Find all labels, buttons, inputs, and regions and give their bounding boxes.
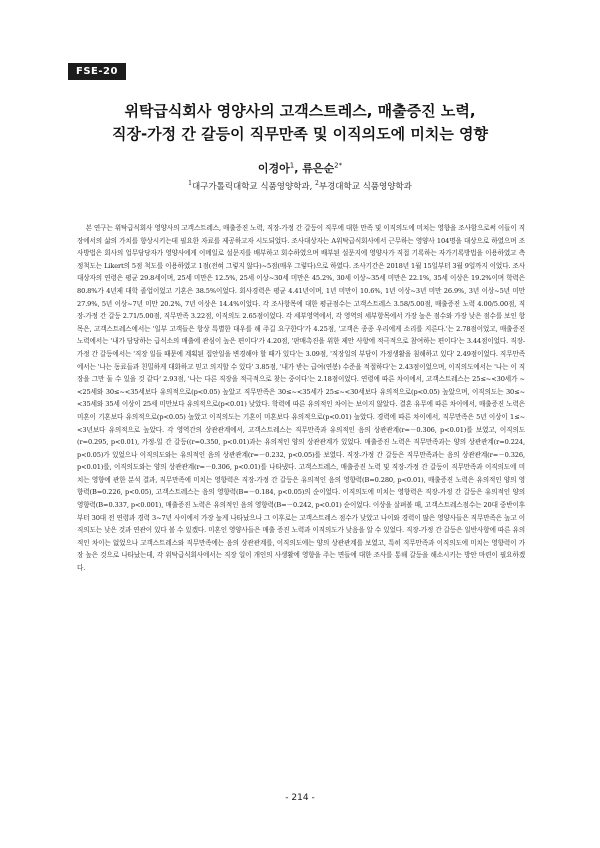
author-name: 이경아 bbox=[257, 162, 290, 175]
paper-title bbox=[0, 100, 600, 146]
page-number: - 214 - bbox=[285, 793, 315, 803]
affiliation-text: 부경대학교 식품영양학과 bbox=[318, 182, 412, 192]
author-list bbox=[0, 160, 600, 176]
author-sup: 1 bbox=[289, 161, 295, 170]
affiliation-sup: 2 bbox=[315, 180, 319, 188]
affiliation-text: 대구가톨릭대학교 식품영양학과, bbox=[191, 182, 313, 192]
author-sup: 2* bbox=[334, 161, 343, 170]
session-badge: FSE-20 bbox=[68, 63, 126, 80]
affiliations bbox=[0, 180, 600, 192]
affiliation-sup: 1 bbox=[188, 180, 192, 188]
title-line-2: 직장-가정 간 갈등이 직무만족 및 이직의도에 미치는 영향 bbox=[111, 125, 489, 143]
title-line-1: 위탁급식회사 영양사의 고객스트레스, 매출증진 노력, bbox=[124, 102, 476, 120]
abstract-body: 본 연구는 위탁급식회사 영양사의 고객스트레스, 매출증진 노력, 직장-가정 간 갈등이 직무에 대한 만족 및 이직의도에 미치는 영향을 조사함으로써 이들이 직장에서의 삶의 가치를 향상시키는데 필요한 자료를 제공하고자 시도되었다. 조사대상자는 A위탁급식회사에서 근무하는 영양사 104명을 대상으로 하였으며 조사방법은 회사의 업무담당자가 영양사에게 이메일로 설문지를 배부하고 회수하였으며 배부된 설문지에 영양사가 직접 기록하는 자가기록방법을 이용하였고 측정척도는 Likert의 5점 척도를 이용하였고 1점(전혀 그렇지 않다)~5점(매우 그렇다)으로 하였다. 조사기간은 2018년 1월 15일부터 3월 9일까지 이었다. 조사대상자의 연령은 평균 29.8세이며, 25세 미만은 12.5%, 25세 이상~30세 미만은 45.2%, 30세 이상~35세 미만은 22.1%, 35세 이상은 19.2%이며 학력은 80.8%가 4년제 대학 졸업이었고 기혼은 38.5%이었다. 회사경력은 평균 4.41년이며, 1년 미만이 10.6%, 1년 이상~3년 미만 26.9%, 3년 이상~5년 미만 27.9%, 5년 이상~7년 미만 20.2%, 7년 이상은 14.4%이었다. 각 조사항목에 대한 평균점수는 고객스트레스 3.58/5.00점, 매출증진 노력 4.00/5.00점, 직장-가정 간 갈등 2.71/5.00점, 직무만족 3.22점, 이직의도 2.65점이었다. 각 세부영역에서, 각 영역의 세부항목에서 가장 높은 점수와 가장 낮은 점수를 보인 항목은, 고객스트레스에서는 '일부 고객들은 항상 특별한 대우를 해 주길 요구한다'가 4.25점, '고객은 종종 우리에게 소리를 지른다.'는 2.78점이었고, 매출증진 노력에서는 '내가 담당하는 급식소의 매출에 관심이 높은 편이다'가 4.20점, '판매촉진을 위한 제안 사항에 적극적으로 참여하는 편이다'는 3.44점이었다. 직장-가정 간 갈등에서는 '직장 일들 때문에 계획된 집안일을 변경해야 할 때가 있다'는 3.09점, '직장일의 부담이 가정생활을 침해하고 있다' 2.49점이었다. 직무만족에서는 '나는 동료들과 친밀하게 대화하고 믿고 의지할 수 있다' 3.85점, '내가 받는 급여(연봉) 수준을 적절하다'는 2.43점이었으며, 이직의도에서는 '나는 이 직장을 그만 둘 수 있을 것 같다' 2.93점, '나는 다른 직장을 적극적으로 찾는 중이다'는 2.18점이었다. 연령에 따른 차이에서, 고객스트레스는 25≤~<30세가 ~<25세와 30≤~<35세보다 유의적으로(p<0.05) 높았고 직무만족은 30≤~<35세가 25≤~<30세보다 유의적으로(p<0.05) 높았으며, 이직의도는 30≤~<35세와 35세 이상이 25세 미만보다 유의적으로(p<0.01) 낮았다. 학력에 따른 유의적인 차이는 보이지 않았다. 결혼 유무에 따른 차이에서, 매출증진 노력은 미혼이 기혼보다 유의적으로(p<0.05) 높았고 이직의도는 기혼이 미혼보다 유의적으로(p<0.01) 높았다. 경력에 따른 차이에서, 직무만족은 5년 이상이 1≤~<3년보다 유의적으로 높았다. 각 영역간의 상관관계에서, 고객스트레스는 직무만족과 유의적인 음의 상관관계(r=－0.306, p<0.01)를 보였고, 이직의도(r=0.295, p<0.01), 가정-일 간 갈등((r=0.350, p<0.01)과는 유의적인 양의 상관관계가 있었다. 매출증진 노력은 직무만족과는 양의 상관관계(r=0.224, p<0.05)가 있었으나 이직의도와는 유의적인 음의 상관관계(r=－0.232, p<0.05)를 보였다. 직장-가정 간 갈등은 직무만족과는 음의 상관관계(r=－0.326, p<0.01)를, 이직의도와는 양의 상관관계(r=－0.306, p<0.01)를 나타냈다. 고객스트레스, 매출증진 노력 및 직장-가정 간 갈등이 직무만족과 이직의도에 미치는 영향에 관한 분석 결과, 직무만족에 미치는 영향력은 직장-가정 간 갈등은 유의적인 음의 영향력(B=0.280, p<0.01), 매출증진 노력은 유의적인 양의 영향력(B=0.226, p<0.05), 고객스트레스는 음의 영향력(B=－0.184, p<0.05)의 순이었다. 이직의도에 미치는 영향력은 직장-가정 간 갈등은 유의적인 양의 영향력(B=0.337, p<0.001), 매출증진 노력은 유의적인 음의 영향력(B=－0.242, p<0.01) 순이었다. 이상을 살펴볼 때, 고객스트레스점수는 20대 중반이후부터 30대 전 연령과 경력 3~7년 사이에서 가장 높게 나타났으나 그 이후로는 고객스트레스 점수가 낮았고 나이와 경력이 많은 영양사들은 직무만족은 높고 이직의도는 낮은 것과 연관이 있다 볼 수 있겠다. 미혼인 영양사들은 매출 증진 노력과 이직의도가 낮음을 알 수 있었다. 직장-가정 간 갈등은 일반사항에 따른 유의적인 차이는 없었으나 고객스트레스와 직무만족에는 음의 상관관계를, 이직의도에는 양의 상관관계를 보였고, 특히 직무만족과 이직의도에 미치는 영향력이 가장 높은 것으로 나타났는데, 각 위탁급식회사에서는 직장 일이 개인의 사생활에 영향을 주는 면들에 대한 조사를 통해 갈등을 해소시키는 방안 마련이 필요하겠다. bbox=[77, 224, 525, 573]
author-name: 류은순 bbox=[302, 162, 335, 175]
author-separator: , bbox=[294, 162, 303, 175]
